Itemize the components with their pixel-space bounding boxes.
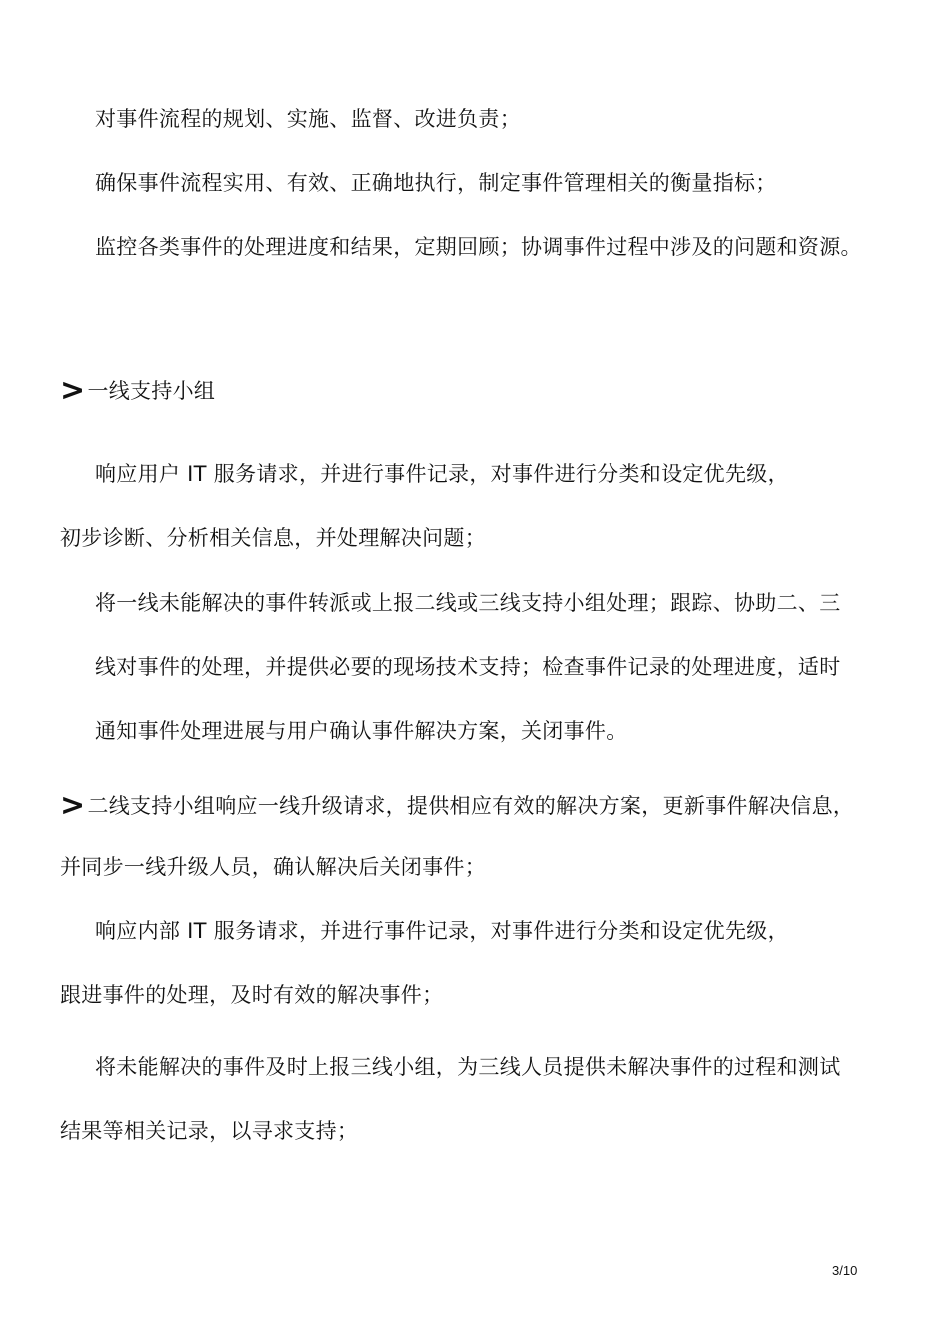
- line1-paragraph-2-line-3: 通知事件处理进展与用户确认事件解决方案，关闭事件。: [95, 719, 628, 743]
- manager-duty-1: 对事件流程的规划、实施、监督、改进负责；: [95, 107, 521, 131]
- line1-paragraph-1-line-1: 响应用户 IT 服务请求，并进行事件记录，对事件进行分类和设定优先级，: [95, 462, 789, 486]
- bullet-arrow-icon: >: [60, 373, 86, 408]
- line1-paragraph-2-line-1: 将一线未能解决的事件转派或上报二线或三线支持小组处理；跟踪、协助二、三: [95, 591, 841, 615]
- line2-paragraph-1-line-1: 响应内部 IT 服务请求，并进行事件记录，对事件进行分类和设定优先级，: [95, 919, 789, 943]
- line2-paragraph-1-line-2: 跟进事件的处理，及时有效的解决事件；: [60, 983, 444, 1007]
- line1-paragraph-2-line-2: 线对事件的处理，并提供必要的现场技术支持；检查事件记录的处理进度，适时: [95, 655, 841, 679]
- manager-duty-3: 监控各类事件的处理进度和结果，定期回顾；协调事件过程中涉及的问题和资源。: [95, 235, 862, 259]
- manager-duty-2: 确保事件流程实用、有效、正确地执行，制定事件管理相关的衡量指标；: [95, 171, 777, 195]
- bullet-arrow-icon: >: [60, 788, 86, 823]
- line1-heading-text: 一线支持小组: [87, 379, 216, 403]
- line1-heading: [60, 373, 216, 408]
- line2-paragraph-2-line-1: 将未能解决的事件及时上报三线小组，为三线人员提供未解决事件的过程和测试: [95, 1055, 841, 1079]
- line2-heading-text: 二线支持小组响应一线升级请求，提供相应有效的解决方案，更新事件解决信息，: [87, 794, 855, 818]
- line1-paragraph-1-line-2: 初步诊断、分析相关信息，并处理解决问题；: [60, 526, 486, 550]
- page-number: 3/10: [832, 1263, 858, 1278]
- line2-heading-line-1: [60, 788, 855, 823]
- line2-heading-line-2: 并同步一线升级人员，确认解决后关闭事件；: [60, 855, 486, 879]
- line2-paragraph-2-line-2: 结果等相关记录，以寻求支持；: [60, 1119, 359, 1143]
